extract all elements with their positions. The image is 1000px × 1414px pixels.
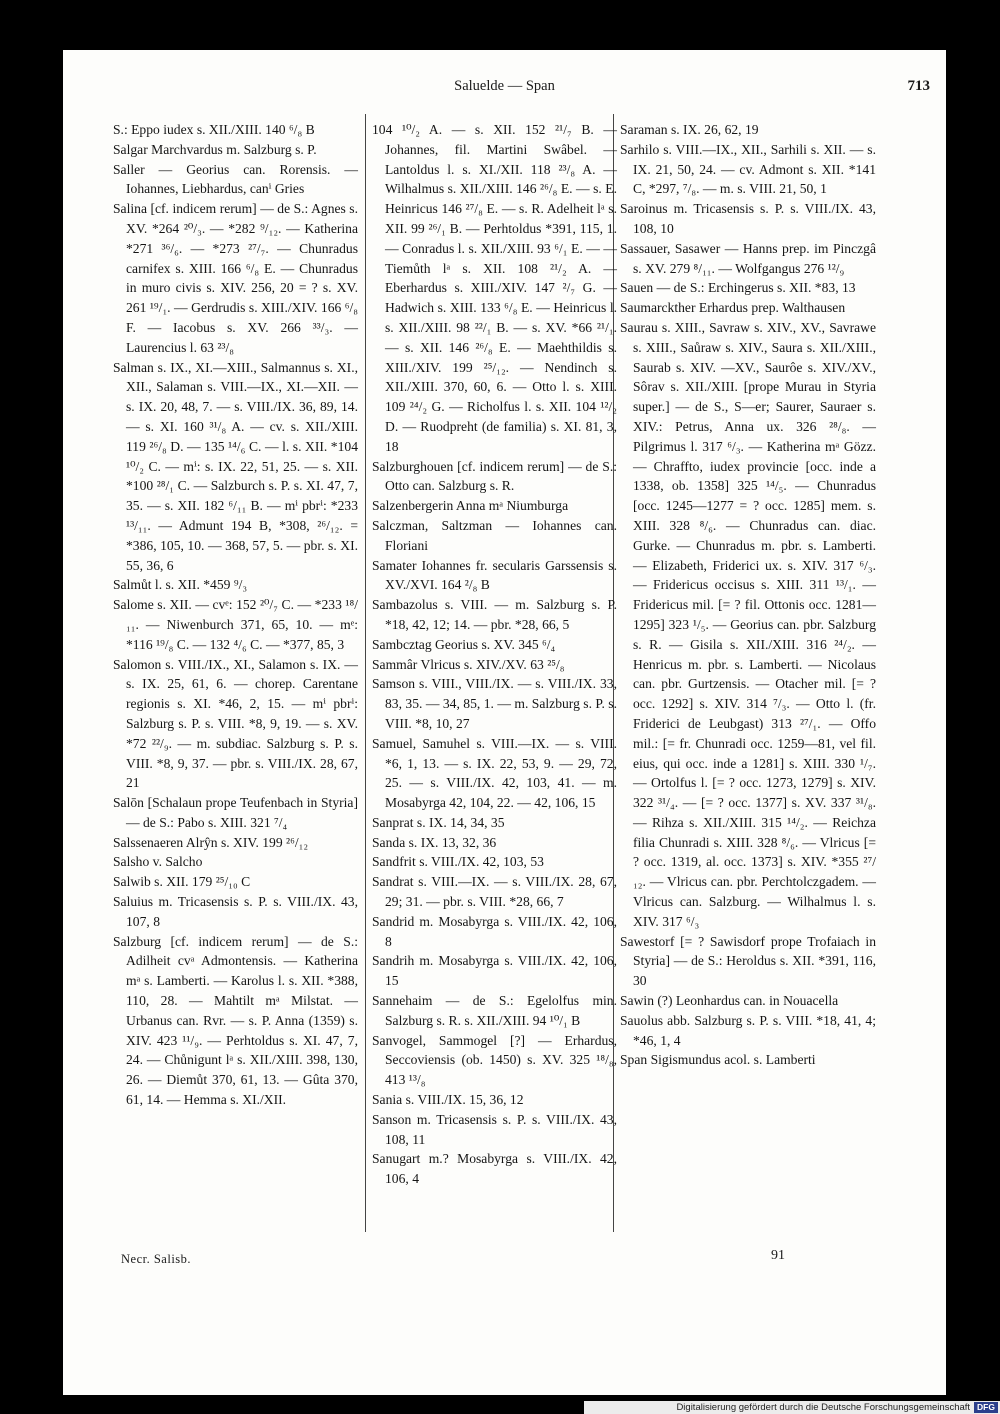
index-entry: Sarhilo s. VIII.—IX., XII., Sarhili s. XII. — s. IX. 21, 50, 24. — cv. Admont s. XII. *141 C, *297, ⁷/₈. — m. s. VIII. 21, 50, 1 — [620, 141, 876, 197]
index-entry: Samuel, Samuhel s. VIII.—IX. — s. VIII. *6, 1, 13. — s. IX. 22, 53, 9. — 29, 72, 25. — s. VIII./IX. 42, 103, 41. — m. Mosabyrga 42, 104, 22. — 42, 106, 15 — [372, 735, 617, 811]
index-entry: Samater Iohannes fr. secularis Garssensis s. XV./XVI. 164 ²/₈ B — [372, 557, 617, 593]
column-rule — [365, 114, 366, 1232]
sheet-number: 91 — [771, 1248, 785, 1263]
index-entry: Salwib s. XII. 179 ²⁵/₁₀ C — [113, 874, 251, 890]
entry-column-1 — [113, 120, 358, 1160]
index-entry: Sammâr Vlricus s. XIV./XV. 63 ²⁵/₈ — [372, 656, 565, 672]
credit-text: Digitalisierung gefördert durch die Deutsche Forschungsgemeinschaft — [676, 1402, 971, 1413]
index-entry: Salome s. XII. — cvᵉ: 152 ²⁰/₇ C. — *233 ¹⁸/₁₁. — Niwenburch 371, 65, 10. — mᵉ: *116 ¹⁹/₈ C. — 132 ⁴/₆ C. — *377, 85, 3 — [113, 597, 358, 652]
index-entry: Salsho v. Salcho — [113, 854, 203, 870]
index-entry: Saurau s. XIII., Savraw s. XIV., XV., Savrawe s. XIII., Saůraw s. XIV., Saura s. XII./XIII., Saurab s. XIV. —XV., Saurôe s. XIV./XV., Sôrav s. XII./XIII. [prope Murau in Styria super.] — de S., S—er; Saurer, Sauraer s. XIV.: Petrus, Anna ux. 326 ²⁸/₈. — Pilgrimus l. 317 ⁶/₃. — Katherina mᵃ Gözz. — Chraffto, iudex provincie [occ. inde a 1338, ob. 1358] 325 ¹⁴/₅. — Chunradus [occ. 1245—1277 = ? occ. 1285] mem. s. XIII. 328 ⁸/₆. — Chunradus can. diac. Gurke. — Chunradus m. pbr. s. Lamberti. — Elizabeth, Friderici ux. s. XIV. 317 ⁶/₃. — Fridericus occisus s. XIII. 311 ¹³/₁. — Fridericus mil. [= ? fil. Ottonis occ. 1281—1295] 323 ¹/₅. — Georius can. pbr. Salzburg s. R. — Gisila s. XII./XIII. 316 ²⁴/₂. — Henricus m. pbr. s. Lamberti. — Nicolaus can. pbr. Gurtzensis. — Otacher mil. [= ? occ. 1292] s. XIV. 314 ⁷/₃. — Otto l. (fr. Friderici de Leubgast) 313 ²⁷/₁. — Offo mil.: [= fr. Chunradi occ. 1259—81, vel fil. eius, qui occ. inde a 1281] s. XIII. 330 ¹/₇. — Ortolfus l. [= ? occ. 1273, 1279] s. XIV. 322 ³¹/₄. — [= ? occ. 1377] s. XV. 337 ³¹/₈. — Rihza s. XII./XIII. 315 ¹⁴/₂. — Reichza filia Chunradi s. XIII. 328 ⁸/₆. — Vlricus [= ? occ. 1319, al. occ. 1373] s. XIV. *355 ²⁷/₁₂. — Vlricus can. pbr. Perchtolczgadem. — Vlricus can. Salzburg. — Wilhalmus l. s. XIV. 317 ⁶/₃ — [620, 319, 876, 929]
index-entry: Span Sigismundus acol. s. Lamberti — [620, 1052, 816, 1068]
index-entry: Saumarckther Erhardus prep. Walthausen — [620, 300, 846, 316]
index-entry: Sandfrit s. VIII./IX. 42, 103, 53 — [372, 854, 544, 870]
index-entry: Salzenbergerin Anna mᵃ Niumburga — [372, 498, 569, 514]
index-entry: Sanprat s. IX. 14, 34, 35 — [372, 814, 505, 830]
index-entry: Sanda s. IX. 13, 32, 36 — [372, 834, 497, 850]
index-entry: Salczman, Saltzman — Iohannes can. Floriani — [372, 517, 617, 553]
index-entry: Sassauer, Sasawer — Hanns prep. im Pinczgâ s. XV. 279 ⁸/₁₁. — Wolfgangus 276 ¹²/₉ — [620, 240, 876, 276]
index-entry: Sawin (?) Leonhardus can. in Nouacella — [620, 993, 839, 1009]
printer-signature: Necr. Salisb. — [121, 1252, 192, 1266]
index-entry: Saroinus m. Tricasensis s. P. s. VIII./IX. 43, 108, 10 — [620, 201, 876, 236]
index-entry: Salmůt l. s. XII. *459 ⁹/₃ — [113, 577, 248, 593]
index-entry: Sandrih m. Mosabyrga s. VIII./IX. 42, 106, 15 — [372, 953, 617, 989]
index-entry: Saraman s. IX. 26, 62, 19 — [620, 122, 759, 137]
index-entry: Salomon s. VIII./IX., XI., Salamon s. IX. — s. IX. 25, 61, 6. — chorep. Carentane regionis s. XI. *46, 2, 15. — mⁱ pbrⁱ: Salzburg s. P. s. VIII. *8, 9, 19. — s. XV. *72 ²²/₉. — m. subdiac. Salzburg s. P. s. VIII. *8, 9, 37. — pbr. s. VIII./IX. 28, 67, 21 — [113, 656, 358, 791]
index-entry: Sauen — de S.: Erchingerus s. XII. *83, 13 — [620, 280, 856, 296]
index-entry: Salssenaeren Alrŷn s. XIV. 199 ²⁶/₁₂ — [113, 834, 309, 850]
digitization-credit-bar — [584, 1401, 1000, 1414]
index-entry: Sauolus abb. Salzburg s. P. s. VIII. *18, 41, 4; *46, 1, 4 — [620, 1012, 876, 1048]
index-entry: Sawestorf [= ? Sawisdorf prope Trofaiach in Styria] — de S.: Heroldus s. XII. *391, 116, 30 — [620, 933, 876, 989]
index-entry: Sambcztag Georius s. XV. 345 ⁶/₄ — [372, 636, 556, 652]
index-entry: Sanson m. Tricasensis s. P. s. VIII./IX. 43, 108, 11 — [372, 1111, 617, 1147]
index-entry: Sannehaim — de S.: Egelolfus min. Salzburg s. R. s. XII./XIII. 94 ¹⁰/₁ B — [372, 993, 617, 1028]
page-number: 713 — [907, 78, 930, 94]
running-title: Saluelde — Span — [454, 78, 555, 94]
index-entry: Saluius m. Tricasensis s. P. s. VIII./IX. 43, 107, 8 — [113, 894, 358, 929]
index-entry: Samson s. VIII., VIII./IX. — s. VIII./IX. 33, 83, 35. — 34, 85, 1. — m. Salzburg s. P. s. VIII. *8, 10, 27 — [372, 676, 617, 731]
index-entry: Salōn [Schalaun prope Teufenbach in Styria] — de S.: Pabo s. XIII. 321 ⁷/₄ — [113, 795, 358, 830]
index-entry: 104 ¹⁰/₂ A. — s. XII. 152 ²¹/₇ B. — Johannes, fil. Martini Swâbel. — Lantoldus l. s. XI./XII. 118 ²³/₈ A. — Wilhalmus s. XII./XIII. 146 ²⁶/₈ E. — s. E. Heinricus 146 ²⁷/₈ E. — s. R. Adelheit lᵃ s. XII. 99 ²⁶/₁ B. — Perhtoldus *391, 115, 1. — Conradus l. s. XII./XIII. 93 ⁶/₁ E. — — Tiemůth lᵃ s. XII. 108 ²¹/₂ A. — Eberhardus s. XIII./XIV. 147 ²/₇ G. — Hadwich s. XIII. 133 ⁶/₈ E. — Heinricus l. s. XII./XIII. 98 ²²/₁ B. — s. XV. *66 ²¹/₁. — s. XII. 146 ²⁶/₈ E. — Maehthildis s. XIII./XIV. 199 ²⁵/₁₂. — Nendinch s. XII./XIII. 370, 60, 6. — Otto l. s. XIII. 109 ²⁴/₂ G. — Richolfus l. s. XII. 104 ¹²/₂ D. — Ruodpreht (de familia) s. XI. 81, 3, 18 — [372, 122, 617, 454]
index-entry: Salgar Marchvardus m. Salzburg s. P. — [113, 141, 317, 157]
index-entry: Sanvogel, Sammogel [?] — Erhardus, Seccoviensis (ob. 1450) s. XV. 325 ¹⁸/₈, 413 ¹³/₈ — [372, 1032, 617, 1088]
index-entry: Sania s. VIII./IX. 15, 36, 12 — [372, 1092, 524, 1108]
index-entry: Sambazolus s. VIII. — m. Salzburg s. P. *18, 42, 12; 14. — pbr. *28, 66, 5 — [372, 597, 617, 632]
index-entry: Sanugart m.? Mosabyrga s. VIII./IX. 42, 106, 4 — [372, 1151, 617, 1187]
entry-column-2 — [372, 120, 617, 1187]
dfg-logo-icon: DFG — [974, 1402, 998, 1413]
index-entry: Salina [cf. indicem rerum] — de S.: Agnes s. XV. *264 ²⁰/₃. — *282 ⁹/₁₂. — Katherina *271 ³⁶/₆. — *273 ²⁷/₇. — Chunradus carnifex s. XIII. 166 ⁶/₈ E. — Chunradus in muro civis s. XIV. 256, 20 = ? s. XV. 261 ¹⁹/₁. — Gerdrudis s. XIII./XIV. 166 ⁶/₈ F. — Iacobus s. XV. 266 ³³/₃. — Laurencius l. 63 ²³/₈ — [113, 201, 358, 355]
index-entry: Salzburghouen [cf. indicem rerum] — de S.: Otto can. Salzburg s. R. — [372, 458, 617, 494]
index-entry: S.: Eppo iudex s. XII./XIII. 140 ⁶/₈ B — [113, 122, 315, 137]
entry-column-3 — [620, 120, 876, 1160]
index-entry: Saller — Georius can. Rorensis. — Iohannes, Liebhardus, canⁱ Gries — [113, 161, 358, 197]
scanned-page — [63, 50, 946, 1395]
index-entry: Salman s. IX., XI.—XIII., Salmannus s. XI., XII., Salaman s. VIII.—IX., XI.—XII. — s. IX. 20, 48, 7. — s. VIII./IX. 36, 89, 14. — s. XI. 160 ³¹/₈ A. — cv. s. XII./XIII. 119 ²⁶/₈ D. — 135 ¹⁴/₆ C. — l. s. XII. *104 ¹⁰/₂ C. — mⁱ: s. IX. 22, 51, 25. — s. XII. *100 ²⁸/₁ C. — Salzburch s. P. s. XI. 47, 7, 35. — s. XII. 182 ⁶/₁₁ B. — mⁱ pbrⁱ: *233 ¹³/₁₁. — Admunt 194 B, *308, ²⁶/₁₂. = *386, 105, 10. — 368, 57, 5. — pbr. s. XI. 55, 36, 6 — [113, 359, 358, 573]
index-entry: Sandrat s. VIII.—IX. — s. VIII./IX. 28, 67, 29; 31. — pbr. s. VIII. *28, 66, 7 — [372, 874, 617, 910]
index-entry: Salzburg [cf. indicem rerum] — de S.: Adilheit cvᵃ Admontensis. — Katherina mᵃ s. Lamberti. — Karolus l. s. XII. *388, 110, 28. — Mahtilt mᵃ Milstat. — Urbanus can. Rvr. — s. P. Anna (1359) s. XIV. 423 ¹¹/₉. — Perhtoldus s. XI. 47, 7, 24. — Chůnigunt lᵃ s. XII./XIII. 398, 130, 26. — Diemůt 370, 61, 13. — Gûta 370, 61, 14. — Hemma s. XI./XII. — [113, 933, 358, 1108]
index-entry: Sandrid m. Mosabyrga s. VIII./IX. 42, 106, 8 — [372, 913, 617, 949]
